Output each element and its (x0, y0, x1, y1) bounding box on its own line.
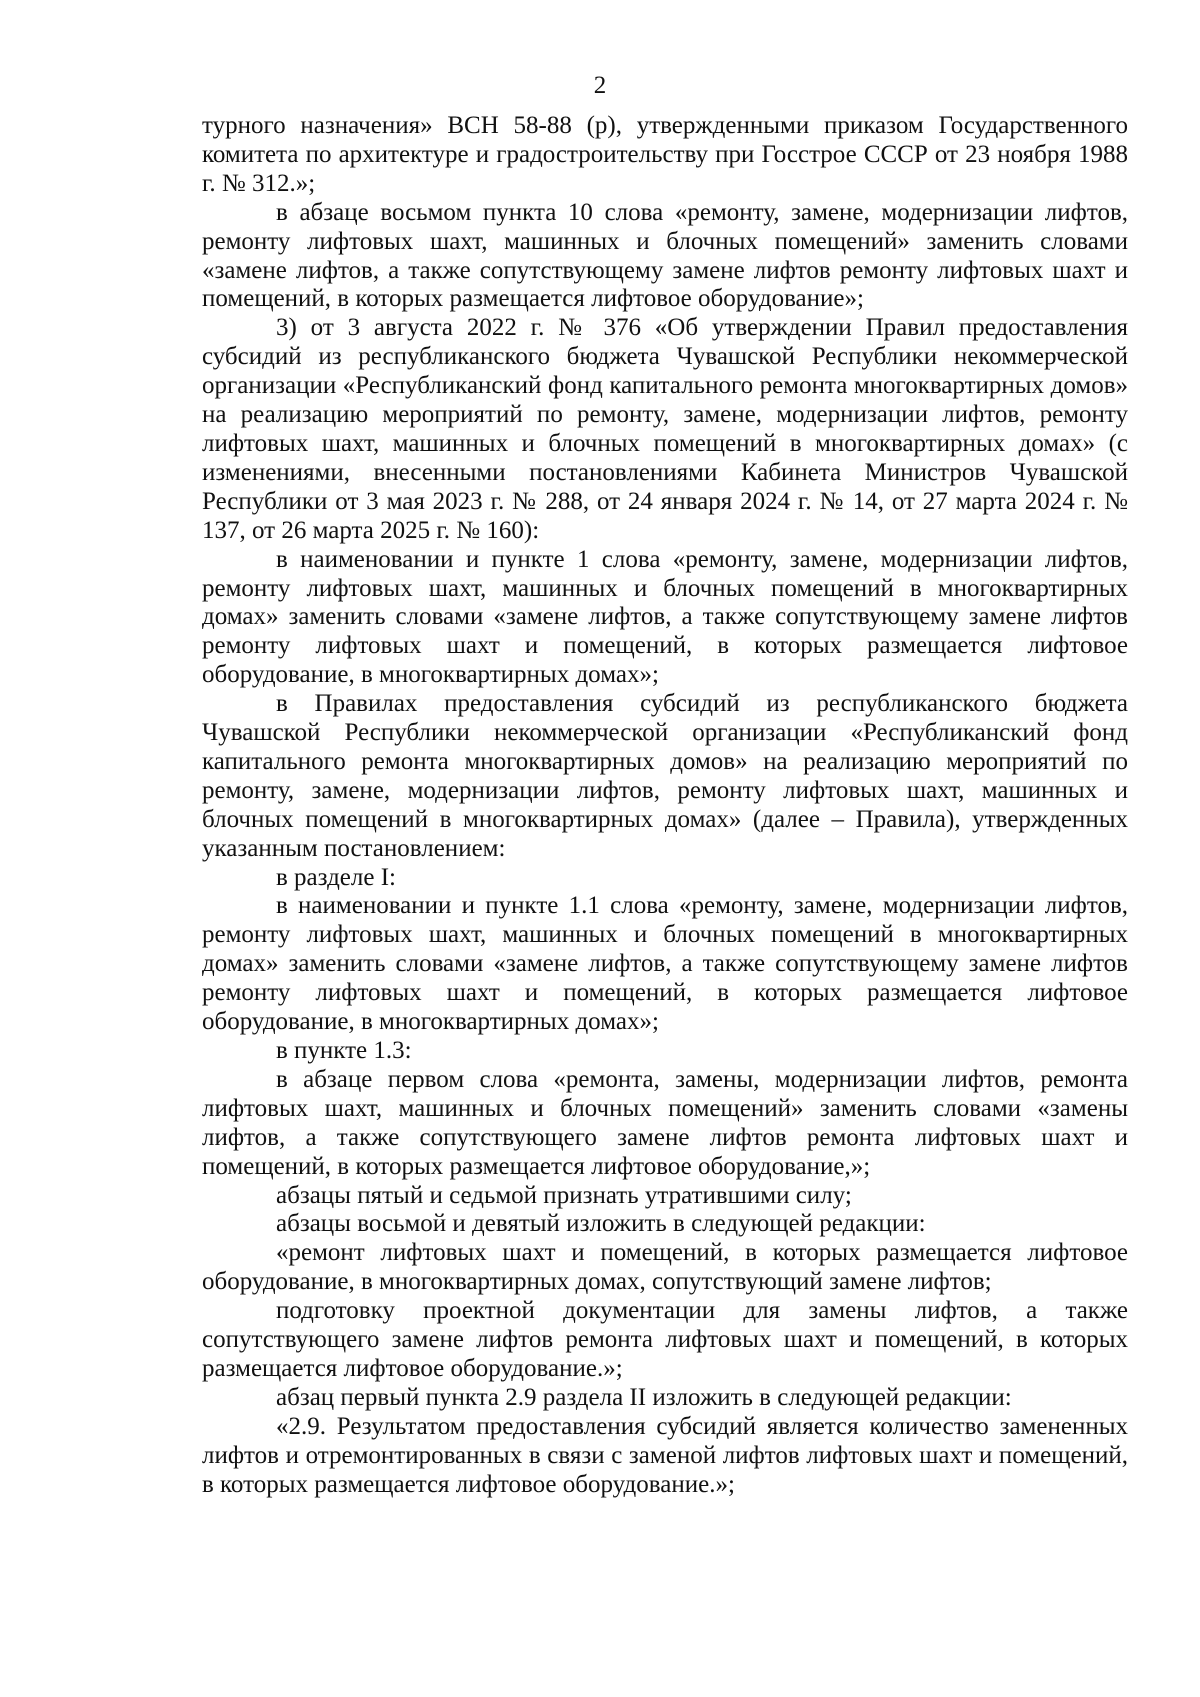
paragraph: в разделе I: (276, 863, 396, 891)
paragraph: в пункте 1.3: (276, 1037, 412, 1064)
paragraph: «2.9. Результатом предоставления субсидий является количество замененных лифтов и отремонтированных в связи с заменой лифтов лифтовых шахт и помещений, в которых размещается лифтовое оборудование.»; (202, 1412, 1128, 1498)
paragraph: в наименовании и пункте 1 слова «ремонту, замене, модернизации лифтов, ремонту лифтовых шахт, машинных и блочных помещений в многоквартирных домах» заменить словами «замене лифтов, а также сопутствующему замене лифтов ремонту лифтовых шахт и помещений, в которых размещается лифтовое оборудование, в многоквартирных домах»; (202, 545, 1128, 689)
paragraph-continuation: турного назначения» ВСН 58-88 (р), утвержденными приказом Государственного комитета по архитектуре и градостроительству при Госстрое СССР от 23 ноября 1988 г. № 312.»; (202, 112, 1128, 197)
paragraph: в наименовании и пункте 1.1 слова «ремонту, замене, модернизации лифтов, ремонту лифтовых шахт, машинных и блочных помещений в многоквартирных домах» заменить словами «замене лифтов, а также сопутствующему замене лифтов ремонту лифтовых шахт и помещений, в которых размещается лифтовое оборудование, в многоквартирных домах»; (202, 892, 1128, 1036)
paragraph: «ремонт лифтовых шахт и помещений, в которых размещается лифтовое оборудование, в многоквартирных домах, сопутствующий замене лифтов; (202, 1239, 1128, 1296)
paragraph: абзацы пятый и седьмой признать утратившими силу; (276, 1181, 852, 1209)
document-body (202, 112, 1128, 1500)
paragraph: абзац первый пункта 2.9 раздела II изложить в следующей редакции: (276, 1383, 1012, 1411)
paragraph: в абзаце восьмом пункта 10 слова «ремонту, замене, модернизации лифтов, ремонту лифтовых шахт, машинных и блочных помещений» заменить словами «замене лифтов, а также сопутствующему замене лифтов ремонту лифтовых шахт и помещений, в которых размещается лифтовое оборудование»; (202, 198, 1128, 313)
paragraph: в Правилах предоставления субсидий из республиканского бюджета Чувашской Республики некоммерческой организации «Республиканский фонд капитального ремонта многоквартирных домов» на реализацию мероприятий по ремонту, замене, модернизации лифтов, ремонту лифтовых шахт, машинных и блочных помещений в многоквартирных домах» (далее – Правила), утвержденных указанным постановлением: (202, 690, 1128, 862)
paragraph: подготовку проектной документации для замены лифтов, а также сопутствующего замене лифтов ремонта лифтовых шахт и помещений, в которых размещается лифтовое оборудование.»; (202, 1297, 1128, 1382)
paragraph: в абзаце первом слова «ремонта, замены, модернизации лифтов, ремонта лифтовых шахт, машинных и блочных помещений» заменить словами «замены лифтов, а также сопутствующего замене лифтов ремонта лифтовых шахт и помещений, в которых размещается лифтовое оборудование,»; (202, 1065, 1128, 1180)
page-number: 2 (593, 72, 607, 99)
paragraph: абзацы восьмой и девятый изложить в следующей редакции: (276, 1210, 926, 1238)
paragraph: 3) от 3 августа 2022 г. № 376 «Об утверждении Правил предоставления субсидий из республиканского бюджета Чувашской Республики некоммерческой организации «Республиканский фонд капитального ремонта многоквартирных домов» на реализацию мероприятий по ремонту, замене, модернизации лифтов, ремонту лифтовых шахт, машинных и блочных помещений в многоквартирных домах» (с изменениями, внесенными постановлениями Кабинета Министров Чувашской Республики от 3 мая 2023 г. № 288, от 24 января 2024 г. № 14, от 27 марта 2024 г. № 137, от 26 марта 2025 г. № 160): (202, 314, 1128, 544)
